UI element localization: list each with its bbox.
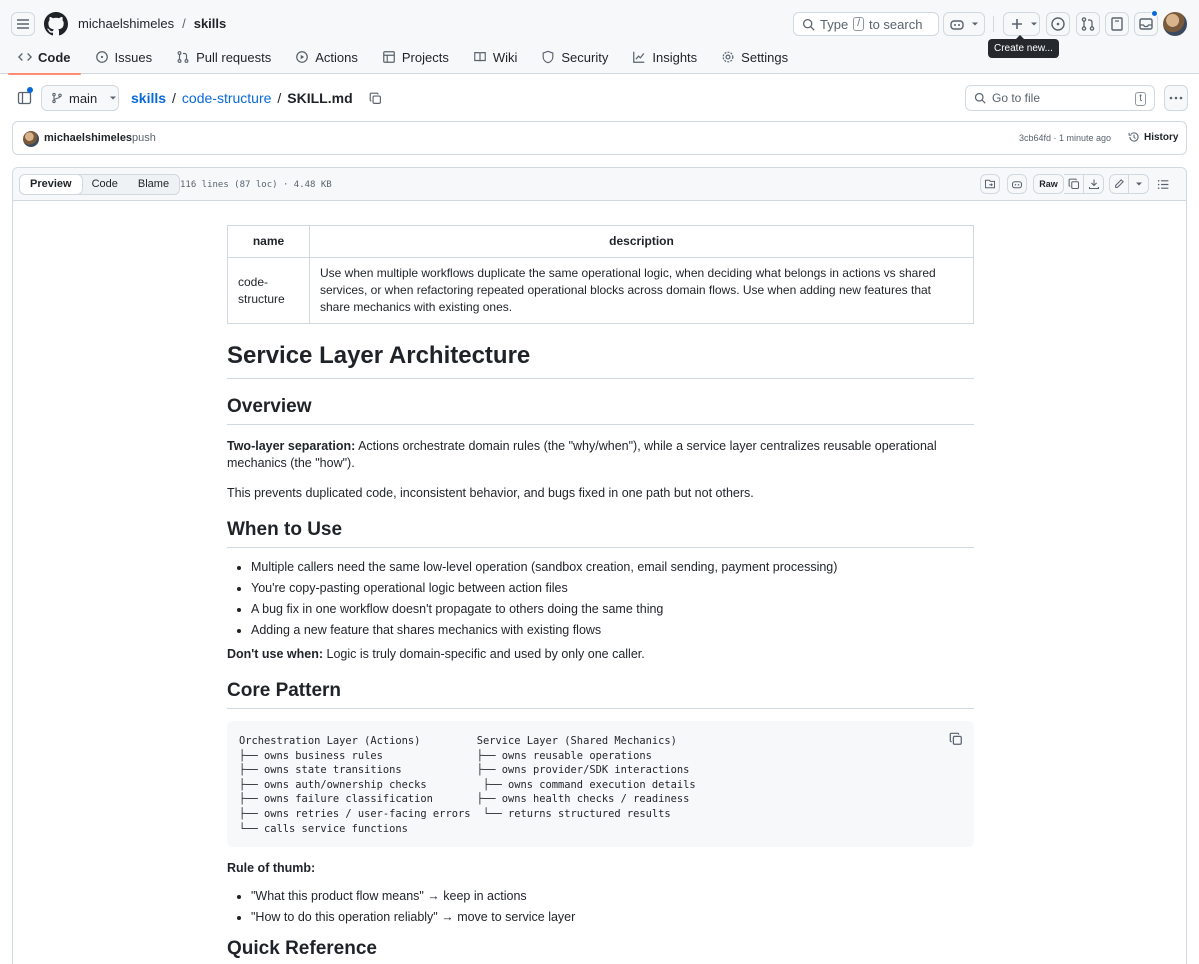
heading-overview: Overview [227, 396, 974, 425]
tab-settings[interactable] [711, 46, 798, 68]
hamburger-menu-button[interactable] [11, 12, 35, 36]
tab-wiki[interactable] [463, 46, 528, 68]
tab-projects[interactable] [372, 46, 459, 68]
overview-lead: Two-layer separation: [227, 439, 356, 453]
overview-text: Actions orchestrate domain rules (the "why/when"), while a service layer centralizes reusable operational mechanics (the "how"). [227, 439, 937, 470]
tab-issues-label: Issues [114, 49, 153, 65]
issue-opened-icon [95, 50, 109, 64]
copilot-icon [1011, 178, 1023, 190]
commit-author-avatar[interactable] [23, 131, 39, 147]
tab-code-view[interactable]: Code [91, 178, 118, 190]
download-button[interactable] [1084, 174, 1104, 194]
commit-message[interactable]: push [132, 132, 156, 144]
history-icon [1128, 131, 1140, 143]
breadcrumb [131, 90, 382, 106]
tab-settings-label: Settings [741, 49, 789, 65]
file-info: 116 lines (87 loc) · 4.48 KB [180, 180, 332, 190]
tab-insights[interactable] [622, 46, 707, 68]
list-unordered-icon [1157, 178, 1170, 191]
search-label: Type [820, 16, 849, 32]
overview-paragraph-2: This prevents duplicated code, inconsistent behavior, and bugs fixed in one path but not others. [227, 486, 754, 500]
copy-path-icon[interactable] [369, 92, 382, 105]
markdown-body [227, 225, 974, 964]
list-item: • A bug fix in one workflow doesn't propagate to others doing the same thing [251, 601, 974, 618]
edit-file-button[interactable] [1109, 174, 1129, 194]
repo-link[interactable]: skills [193, 16, 227, 31]
outline-button[interactable] [1157, 178, 1171, 192]
book-icon [473, 50, 487, 64]
tab-actions-label: Actions [315, 49, 358, 65]
tab-pull-requests[interactable] [166, 46, 281, 68]
more-options-button[interactable] [1164, 85, 1188, 111]
heading-core-pattern: Core Pattern [227, 680, 974, 709]
list-item: • You're copy-pasting operational logic between action files [251, 580, 974, 597]
copilot-ask-button[interactable] [1007, 174, 1027, 194]
code-icon [18, 50, 32, 64]
rule-lead: Rule of thumb: [227, 861, 316, 875]
heading-quick-reference: Quick Reference [227, 938, 377, 959]
table-cell-name: code-structure [228, 258, 310, 324]
branch-name: main [69, 90, 98, 106]
table-row [228, 258, 974, 324]
copy-icon[interactable] [949, 732, 963, 746]
file-viewer [12, 167, 1187, 964]
tab-insights-label: Insights [652, 49, 698, 65]
table-header-cell: description [310, 226, 974, 258]
tab-actions[interactable] [285, 46, 368, 68]
rule-list [227, 888, 974, 926]
go-to-file-placeholder: Go to file [992, 91, 1041, 105]
overview-paragraph [227, 438, 974, 472]
hamburger-icon [15, 16, 31, 32]
plus-icon [1009, 16, 1025, 32]
github-logo-icon[interactable] [44, 12, 68, 36]
dont-use-lead: Don't use when: [227, 647, 324, 661]
user-avatar[interactable] [1163, 12, 1187, 36]
tab-code-label: Code [38, 49, 71, 65]
tree-update-dot [27, 87, 33, 93]
go-to-file-input[interactable] [965, 85, 1155, 111]
doc-title: Service Layer Architecture [227, 342, 974, 379]
repositories-button[interactable] [1105, 12, 1129, 36]
rule-paragraph [227, 860, 974, 877]
list-item: • Multiple callers need the same low-level operation (sandbox creation, email sending, payment processing) [251, 559, 974, 576]
view-mode-toggle [19, 174, 180, 195]
latest-commit-bar [12, 121, 1187, 155]
code-content: Orchestration Layer (Actions) Service Layer (Shared Mechanics) ├── owns business rules ├── owns reusable operations ├── owns state transitions ├── owns provider/SDK interactions ├── owns auth/ownership checks ├── owns command execution details ├── owns failure classification ├── owns health checks / readiness ├── owns retries / user-facing errors └── returns structured results └── calls service functions [239, 735, 696, 835]
repo-nav [0, 46, 802, 74]
file-path-bar [0, 84, 1199, 112]
code-block [227, 721, 974, 847]
play-icon [295, 50, 309, 64]
list-item: • "What this product flow means" → keep in actions [251, 888, 974, 905]
context-separator: / [182, 16, 186, 31]
inbox-icon [1138, 16, 1154, 32]
tab-issues[interactable] [85, 46, 163, 68]
table-header-row [228, 226, 974, 258]
breadcrumb-separator: / [172, 90, 176, 106]
breadcrumb-folder-link[interactable]: code-structure [181, 90, 272, 106]
create-new-tooltip: Create new... [988, 39, 1059, 58]
global-search-input[interactable] [793, 12, 939, 36]
history-label: History [1144, 131, 1179, 143]
breadcrumb-current-file: SKILL.md [287, 90, 353, 106]
issue-opened-icon [1050, 16, 1066, 32]
copilot-button[interactable] [943, 12, 985, 36]
commit-author[interactable]: michaelshimeles [44, 132, 133, 144]
tab-wiki-label: Wiki [492, 49, 518, 65]
search-icon [974, 92, 986, 104]
branch-selector-button[interactable] [41, 85, 119, 111]
pencil-icon [1113, 178, 1125, 190]
chevron-down-icon [1135, 180, 1143, 188]
pull-requests-shortcut-button[interactable] [1076, 12, 1100, 36]
expand-file-tree-button[interactable] [17, 90, 33, 106]
table-header-cell: name [228, 226, 310, 258]
table-icon [382, 50, 396, 64]
app-header [0, 0, 1199, 74]
chevron-down-icon [1030, 20, 1038, 28]
commit-sha-time[interactable]: 3cb64fd · 1 minute ago [1019, 133, 1112, 143]
raw-button[interactable] [1033, 174, 1064, 194]
breadcrumb-separator: / [277, 90, 282, 106]
copy-raw-button[interactable] [1064, 174, 1084, 194]
shield-icon [541, 50, 555, 64]
search-suffix: to search [868, 16, 923, 32]
file-toolbar [13, 168, 1186, 201]
when-to-use-list [227, 559, 974, 639]
notification-indicator [1151, 10, 1158, 17]
git-branch-icon [51, 92, 63, 104]
git-pull-request-icon [176, 50, 190, 64]
history-button[interactable] [1128, 131, 1178, 143]
list-item: • Adding a new feature that shares mechanics with existing flows [251, 622, 974, 639]
list-item: • "How to do this operation reliably" → move to service layer [251, 909, 974, 926]
tab-code[interactable] [0, 46, 81, 68]
open-symbols-button[interactable] [980, 174, 1000, 194]
repo-context-breadcrumb [78, 16, 226, 31]
tab-projects-label: Projects [401, 49, 449, 65]
download-icon [1088, 178, 1100, 190]
search-icon [802, 18, 815, 31]
graph-icon [632, 50, 646, 64]
kebab-horizontal-icon [1168, 90, 1184, 106]
dont-use-text: Logic is truly domain-specific and used by only one caller. [323, 647, 645, 661]
raw-label: Raw [1039, 179, 1058, 189]
go-to-file-shortcut: t [1135, 92, 1146, 106]
tab-pull-requests-label: Pull requests [196, 49, 272, 65]
issues-shortcut-button[interactable] [1046, 12, 1070, 36]
copy-icon [1068, 178, 1080, 190]
heading-when-to-use: When to Use [227, 519, 974, 548]
repo-icon [1109, 16, 1125, 32]
tab-security-label: Security [561, 49, 609, 65]
create-new-button[interactable] [1003, 12, 1040, 36]
breadcrumb-root-link[interactable]: skills [131, 90, 167, 106]
edit-options-button[interactable] [1129, 174, 1149, 194]
tab-preview[interactable]: Preview [19, 174, 83, 195]
frontmatter-table [227, 225, 974, 324]
tab-security[interactable] [531, 46, 618, 68]
header-divider [993, 16, 994, 32]
chevron-down-icon [971, 20, 979, 28]
chevron-down-icon [109, 94, 117, 102]
gear-icon [721, 50, 735, 64]
owner-link[interactable]: michaelshimeles [78, 16, 175, 31]
file-move-icon [984, 178, 996, 190]
dont-use-paragraph [227, 646, 974, 663]
table-cell-description: Use when multiple workflows duplicate the same operational logic, when deciding what belongs in actions vs shared services, or when refactoring repeated operational blocks across domain flows. Use when adding new features that share mechanics with existing ones. [310, 258, 974, 324]
git-pull-request-icon [1080, 16, 1096, 32]
search-shortcut-key: / [853, 17, 864, 31]
copilot-icon [949, 16, 965, 32]
tab-blame[interactable]: Blame [137, 178, 170, 190]
